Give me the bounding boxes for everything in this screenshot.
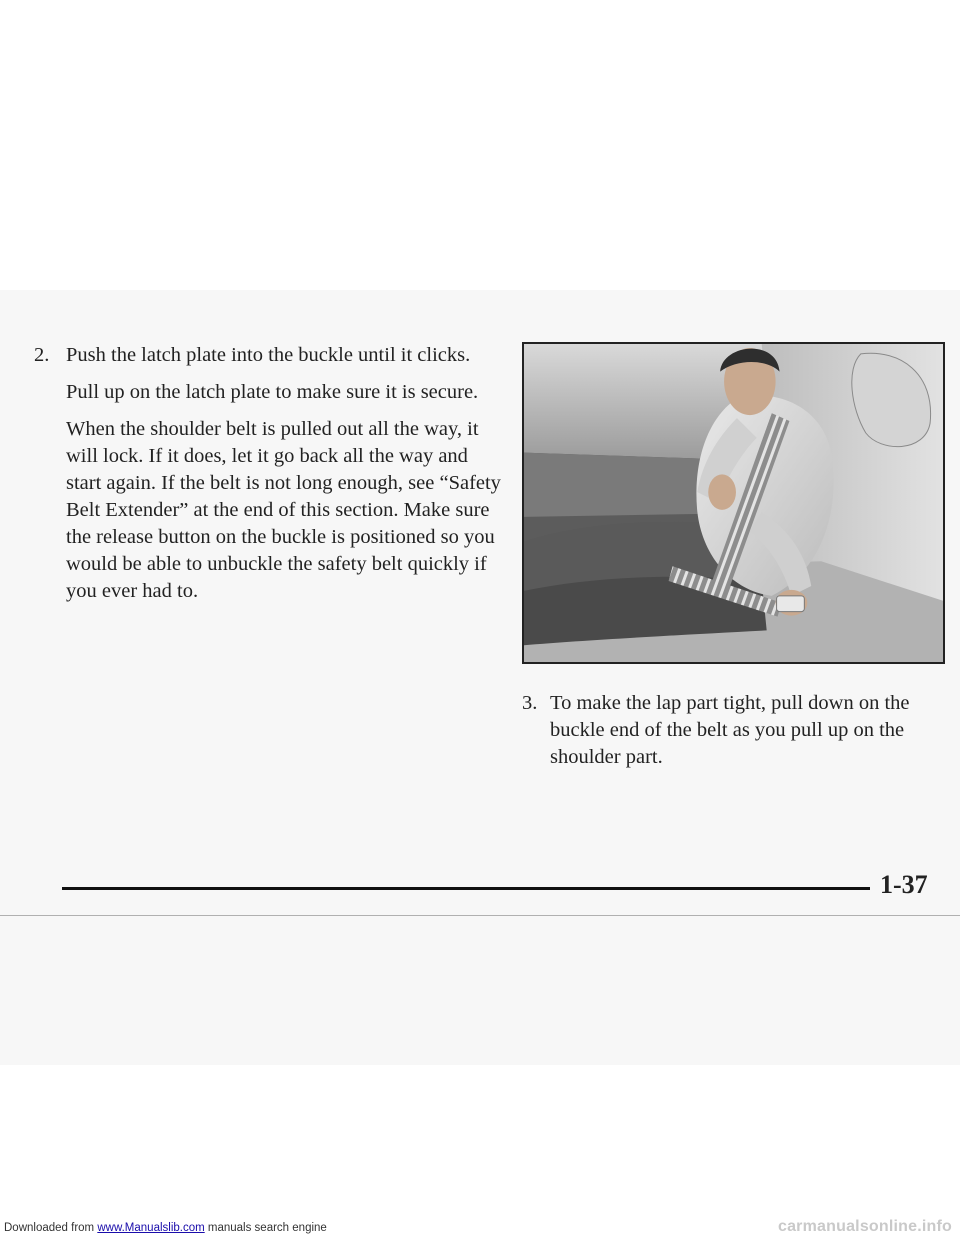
step-3-body (550, 690, 950, 781)
step-2-number: 2. (34, 344, 50, 366)
page-bottom-line (0, 915, 960, 916)
watermark: carmanualsonline.info (777, 1218, 952, 1235)
download-footer (4, 1222, 327, 1234)
download-footer-prefix: Downloaded from (4, 1222, 98, 1234)
step-3-paragraph-1: To make the lap part tight, pull down on the buckle end of the belt as you pull up on the shoulder part. (550, 692, 910, 768)
step-2-paragraph-1: Push the latch plate into the buckle until it clicks. (66, 344, 471, 366)
manualslib-link[interactable]: www.Manualslib.com (97, 1222, 205, 1234)
page-number: 1-37 (880, 870, 928, 899)
step-2-body (66, 342, 506, 615)
manual-page (0, 290, 960, 1065)
footer-rule (62, 887, 870, 890)
step-2-paragraph-2: Pull up on the latch plate to make sure it is secure. (66, 381, 479, 403)
seatbelt-figure-image (524, 344, 943, 662)
seatbelt-illustration (522, 342, 945, 664)
download-footer-suffix: manuals search engine (204, 1222, 327, 1234)
step-2-paragraph-3: When the shoulder belt is pulled out all the way, it will lock. If it does, let it go back all the way and start again. If the belt is not long enough, see “Safety Belt Extender” at the end of this section. Make sure the release button on the buckle is positioned so you would be able to unbuckle the safety belt quickly if you ever had to. (66, 418, 501, 602)
step-3-number: 3. (522, 692, 538, 714)
